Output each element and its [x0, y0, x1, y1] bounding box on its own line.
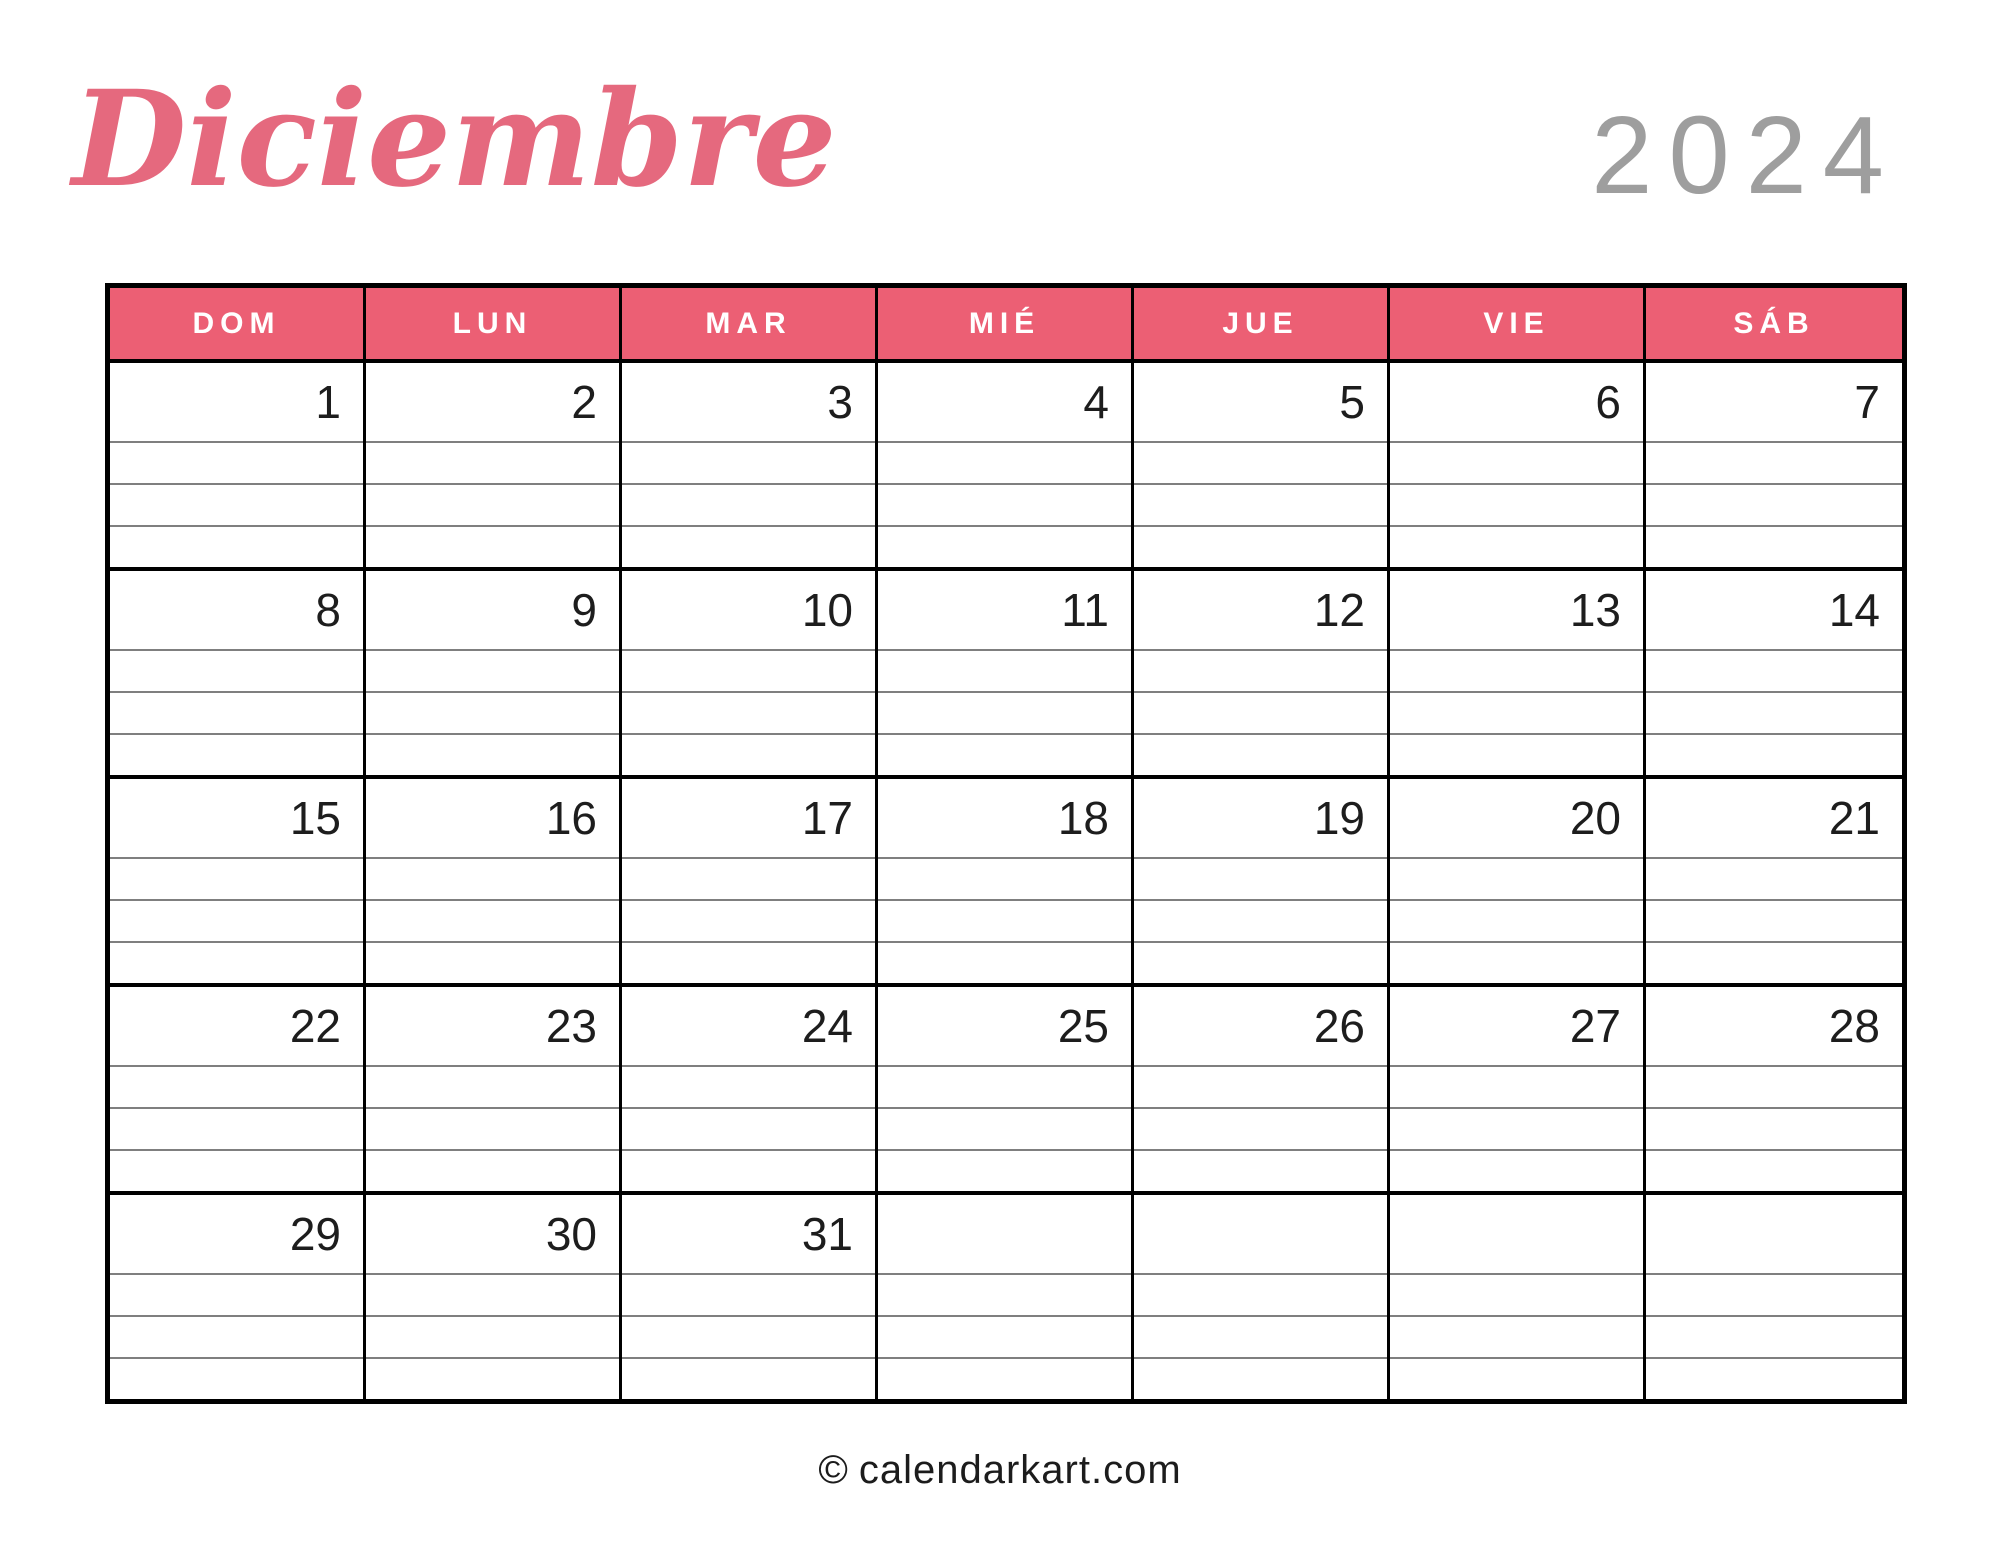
date-number-5: 5: [1339, 376, 1365, 428]
day-cell-23: [366, 987, 622, 1191]
ruled-writing-line: [1134, 941, 1387, 983]
ruled-writing-line: [1646, 1273, 1902, 1315]
ruled-writing-line: [878, 941, 1131, 983]
ruled-writing-line: [1134, 1149, 1387, 1191]
ruled-writing-line: [1390, 899, 1643, 941]
ruled-writing-line: [1390, 525, 1643, 567]
weekday-header-mie: MIÉ: [878, 288, 1134, 359]
ruled-writing-line: [1134, 441, 1387, 483]
day-cell-10: [622, 571, 878, 775]
ruled-writing-line: [366, 1357, 619, 1399]
date-number-9: 9: [571, 584, 597, 636]
date-number-25: 25: [1057, 1000, 1109, 1052]
weekday-header-dom: DOM: [110, 288, 366, 359]
date-number-24: 24: [801, 1000, 853, 1052]
day-cell-21: [1646, 779, 1902, 983]
ruled-writing-line: [622, 483, 875, 525]
date-number-30: 30: [545, 1208, 597, 1260]
day-cell-16: [366, 779, 622, 983]
day-cell-empty: [1134, 1195, 1390, 1399]
ruled-writing-line: [1134, 649, 1387, 691]
date-number-18: 18: [1057, 792, 1109, 844]
calendar-grid: [105, 283, 1907, 1404]
weekday-header-vie: VIE: [1390, 288, 1646, 359]
day-cell-29: [110, 1195, 366, 1399]
ruled-writing-line: [622, 941, 875, 983]
day-cell-2: [366, 363, 622, 567]
ruled-writing-line: [366, 1107, 619, 1149]
ruled-writing-line: [1390, 1149, 1643, 1191]
day-cell-15: [110, 779, 366, 983]
date-number-19: 19: [1313, 792, 1365, 844]
day-cell-6: [1390, 363, 1646, 567]
date-number-empty: [1390, 1195, 1643, 1273]
ruled-writing-line: [1646, 1107, 1902, 1149]
day-cell-31: [622, 1195, 878, 1399]
weekday-header-mar: MAR: [622, 288, 878, 359]
ruled-writing-line: [1134, 733, 1387, 775]
week-row-3: [110, 779, 1902, 987]
ruled-writing-line: [878, 483, 1131, 525]
ruled-writing-line: [1134, 1273, 1387, 1315]
day-cell-12: [1134, 571, 1390, 775]
ruled-writing-line: [1646, 857, 1902, 899]
ruled-writing-line: [1390, 1273, 1643, 1315]
day-cell-empty: [878, 1195, 1134, 1399]
ruled-writing-line: [1646, 1065, 1902, 1107]
ruled-writing-line: [1646, 899, 1902, 941]
ruled-writing-line: [1134, 857, 1387, 899]
day-cell-9: [366, 571, 622, 775]
ruled-writing-line: [1646, 441, 1902, 483]
ruled-writing-line: [366, 525, 619, 567]
day-cell-22: [110, 987, 366, 1191]
day-cell-empty: [1646, 1195, 1902, 1399]
date-number-empty: [1134, 1195, 1387, 1273]
ruled-writing-line: [1134, 1065, 1387, 1107]
ruled-writing-line: [110, 525, 363, 567]
ruled-writing-line: [622, 1273, 875, 1315]
ruled-writing-line: [110, 483, 363, 525]
ruled-writing-line: [1390, 483, 1643, 525]
ruled-writing-line: [878, 733, 1131, 775]
ruled-writing-line: [1134, 899, 1387, 941]
ruled-writing-line: [110, 1107, 363, 1149]
weekday-header-jue: JUE: [1134, 288, 1390, 359]
ruled-writing-line: [366, 441, 619, 483]
ruled-writing-line: [1646, 483, 1902, 525]
weekday-header-sab: SÁB: [1646, 288, 1902, 359]
date-number-26: 26: [1313, 1000, 1365, 1052]
day-cell-7: [1646, 363, 1902, 567]
ruled-writing-line: [878, 1357, 1131, 1399]
ruled-writing-line: [878, 1273, 1131, 1315]
weekday-header-lun: LUN: [366, 288, 622, 359]
ruled-writing-line: [1390, 941, 1643, 983]
day-cell-18: [878, 779, 1134, 983]
ruled-writing-line: [110, 1149, 363, 1191]
date-number-empty: [878, 1195, 1131, 1273]
ruled-writing-line: [622, 1357, 875, 1399]
ruled-writing-line: [366, 691, 619, 733]
ruled-writing-line: [878, 1107, 1131, 1149]
date-number-27: 27: [1569, 1000, 1621, 1052]
ruled-writing-line: [110, 1065, 363, 1107]
ruled-writing-line: [110, 649, 363, 691]
date-number-20: 20: [1569, 792, 1621, 844]
ruled-writing-line: [1646, 941, 1902, 983]
date-number-13: 13: [1569, 584, 1621, 636]
date-number-16: 16: [545, 792, 597, 844]
ruled-writing-line: [110, 857, 363, 899]
ruled-writing-line: [366, 649, 619, 691]
ruled-writing-line: [1134, 1315, 1387, 1357]
year-label: 2024: [1591, 94, 1900, 217]
ruled-writing-line: [1390, 733, 1643, 775]
ruled-writing-line: [366, 899, 619, 941]
ruled-writing-line: [110, 1273, 363, 1315]
day-cell-11: [878, 571, 1134, 775]
ruled-writing-line: [110, 733, 363, 775]
ruled-writing-line: [1646, 649, 1902, 691]
date-number-6: 6: [1595, 376, 1621, 428]
date-number-2: 2: [571, 376, 597, 428]
ruled-writing-line: [878, 899, 1131, 941]
day-cell-20: [1390, 779, 1646, 983]
ruled-writing-line: [878, 857, 1131, 899]
ruled-writing-line: [1134, 1107, 1387, 1149]
ruled-writing-line: [1646, 1149, 1902, 1191]
ruled-writing-line: [622, 899, 875, 941]
date-number-10: 10: [801, 584, 853, 636]
day-cell-25: [878, 987, 1134, 1191]
month-title: Diciembre: [72, 62, 837, 217]
date-number-4: 4: [1083, 376, 1109, 428]
ruled-writing-line: [1134, 1357, 1387, 1399]
date-number-21: 21: [1828, 792, 1880, 844]
ruled-writing-line: [622, 649, 875, 691]
ruled-writing-line: [622, 525, 875, 567]
ruled-writing-line: [366, 483, 619, 525]
ruled-writing-line: [110, 691, 363, 733]
ruled-writing-line: [622, 1149, 875, 1191]
date-number-12: 12: [1313, 584, 1365, 636]
ruled-writing-line: [1134, 525, 1387, 567]
date-number-29: 29: [289, 1208, 341, 1260]
ruled-writing-line: [110, 1357, 363, 1399]
date-number-23: 23: [545, 1000, 597, 1052]
ruled-writing-line: [366, 857, 619, 899]
date-number-28: 28: [1828, 1000, 1880, 1052]
date-number-3: 3: [827, 376, 853, 428]
footer: [0, 1448, 2000, 1493]
ruled-writing-line: [366, 733, 619, 775]
day-cell-1: [110, 363, 366, 567]
ruled-writing-line: [622, 1065, 875, 1107]
ruled-writing-line: [878, 441, 1131, 483]
ruled-writing-line: [1646, 525, 1902, 567]
footer-site-text: calendarkart.com: [858, 1448, 1182, 1492]
ruled-writing-line: [1646, 691, 1902, 733]
ruled-writing-line: [1390, 857, 1643, 899]
day-cell-24: [622, 987, 878, 1191]
day-cell-26: [1134, 987, 1390, 1191]
week-row-4: [110, 987, 1902, 1195]
ruled-writing-line: [366, 1273, 619, 1315]
ruled-writing-line: [1646, 1357, 1902, 1399]
ruled-writing-line: [878, 691, 1131, 733]
ruled-writing-line: [110, 899, 363, 941]
ruled-writing-line: [366, 941, 619, 983]
copyright-icon: ©: [818, 1448, 849, 1492]
weekday-header-row: [110, 288, 1902, 363]
ruled-writing-line: [622, 857, 875, 899]
date-number-17: 17: [801, 792, 853, 844]
day-cell-30: [366, 1195, 622, 1399]
date-number-15: 15: [289, 792, 341, 844]
ruled-writing-line: [622, 1315, 875, 1357]
ruled-writing-line: [878, 649, 1131, 691]
ruled-writing-line: [1646, 1315, 1902, 1357]
ruled-writing-line: [1390, 441, 1643, 483]
date-number-empty: [1646, 1195, 1902, 1273]
ruled-writing-line: [110, 1315, 363, 1357]
ruled-writing-line: [1134, 691, 1387, 733]
ruled-writing-line: [366, 1149, 619, 1191]
ruled-writing-line: [878, 1315, 1131, 1357]
ruled-writing-line: [1134, 483, 1387, 525]
week-row-5: [110, 1195, 1902, 1399]
date-number-8: 8: [315, 584, 341, 636]
ruled-writing-line: [878, 525, 1131, 567]
ruled-writing-line: [1390, 691, 1643, 733]
day-cell-13: [1390, 571, 1646, 775]
date-number-14: 14: [1828, 584, 1880, 636]
day-cell-28: [1646, 987, 1902, 1191]
day-cell-4: [878, 363, 1134, 567]
ruled-writing-line: [110, 941, 363, 983]
ruled-writing-line: [1646, 733, 1902, 775]
day-cell-19: [1134, 779, 1390, 983]
day-cell-14: [1646, 571, 1902, 775]
ruled-writing-line: [1390, 1357, 1643, 1399]
date-number-22: 22: [289, 1000, 341, 1052]
ruled-writing-line: [1390, 1315, 1643, 1357]
ruled-writing-line: [110, 441, 363, 483]
weeks-container: [110, 363, 1902, 1399]
ruled-writing-line: [622, 441, 875, 483]
day-cell-27: [1390, 987, 1646, 1191]
day-cell-5: [1134, 363, 1390, 567]
ruled-writing-line: [366, 1065, 619, 1107]
day-cell-3: [622, 363, 878, 567]
day-cell-8: [110, 571, 366, 775]
ruled-writing-line: [878, 1149, 1131, 1191]
date-number-1: 1: [315, 376, 341, 428]
week-row-1: [110, 363, 1902, 571]
date-number-7: 7: [1854, 376, 1880, 428]
date-number-31: 31: [801, 1208, 853, 1260]
ruled-writing-line: [622, 691, 875, 733]
ruled-writing-line: [366, 1315, 619, 1357]
ruled-writing-line: [878, 1065, 1131, 1107]
date-number-11: 11: [1061, 584, 1109, 636]
day-cell-17: [622, 779, 878, 983]
day-cell-empty: [1390, 1195, 1646, 1399]
ruled-writing-line: [1390, 1065, 1643, 1107]
ruled-writing-line: [622, 1107, 875, 1149]
week-row-2: [110, 571, 1902, 779]
ruled-writing-line: [1390, 649, 1643, 691]
ruled-writing-line: [1390, 1107, 1643, 1149]
ruled-writing-line: [622, 733, 875, 775]
